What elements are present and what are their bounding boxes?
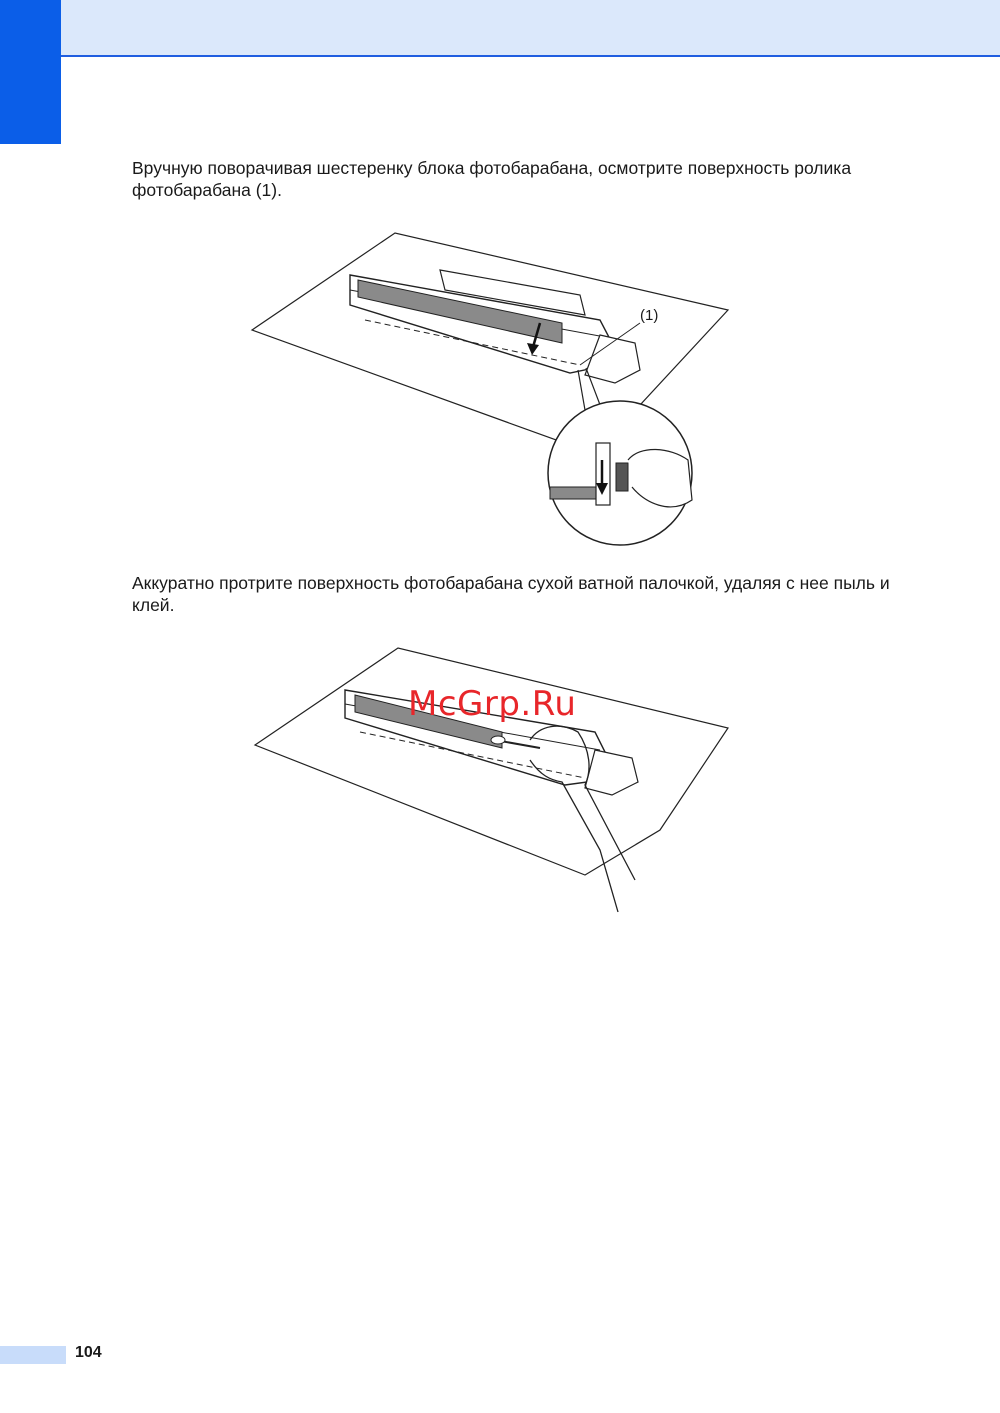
page-number: 104 (75, 1344, 102, 1361)
drum-inspection-illustration (240, 225, 730, 555)
instruction-paragraph-1: Вручную поворачивая шестеренку блока фотобарабана, осмотрите поверхность ролика фотобарабана (1). (132, 158, 852, 200)
watermark-text: McGrp.Ru (408, 684, 577, 724)
instruction-paragraph-2: Аккуратно протрите поверхность фотобарабана сухой ватной палочкой, удаляя с нее пыль и клей. (132, 573, 890, 615)
chapter-tab-block (0, 0, 61, 144)
drum-cleaning-illustration (240, 640, 730, 920)
callout-label: (1) (640, 307, 659, 324)
header-band (0, 0, 1000, 57)
footer-band (0, 1346, 66, 1364)
